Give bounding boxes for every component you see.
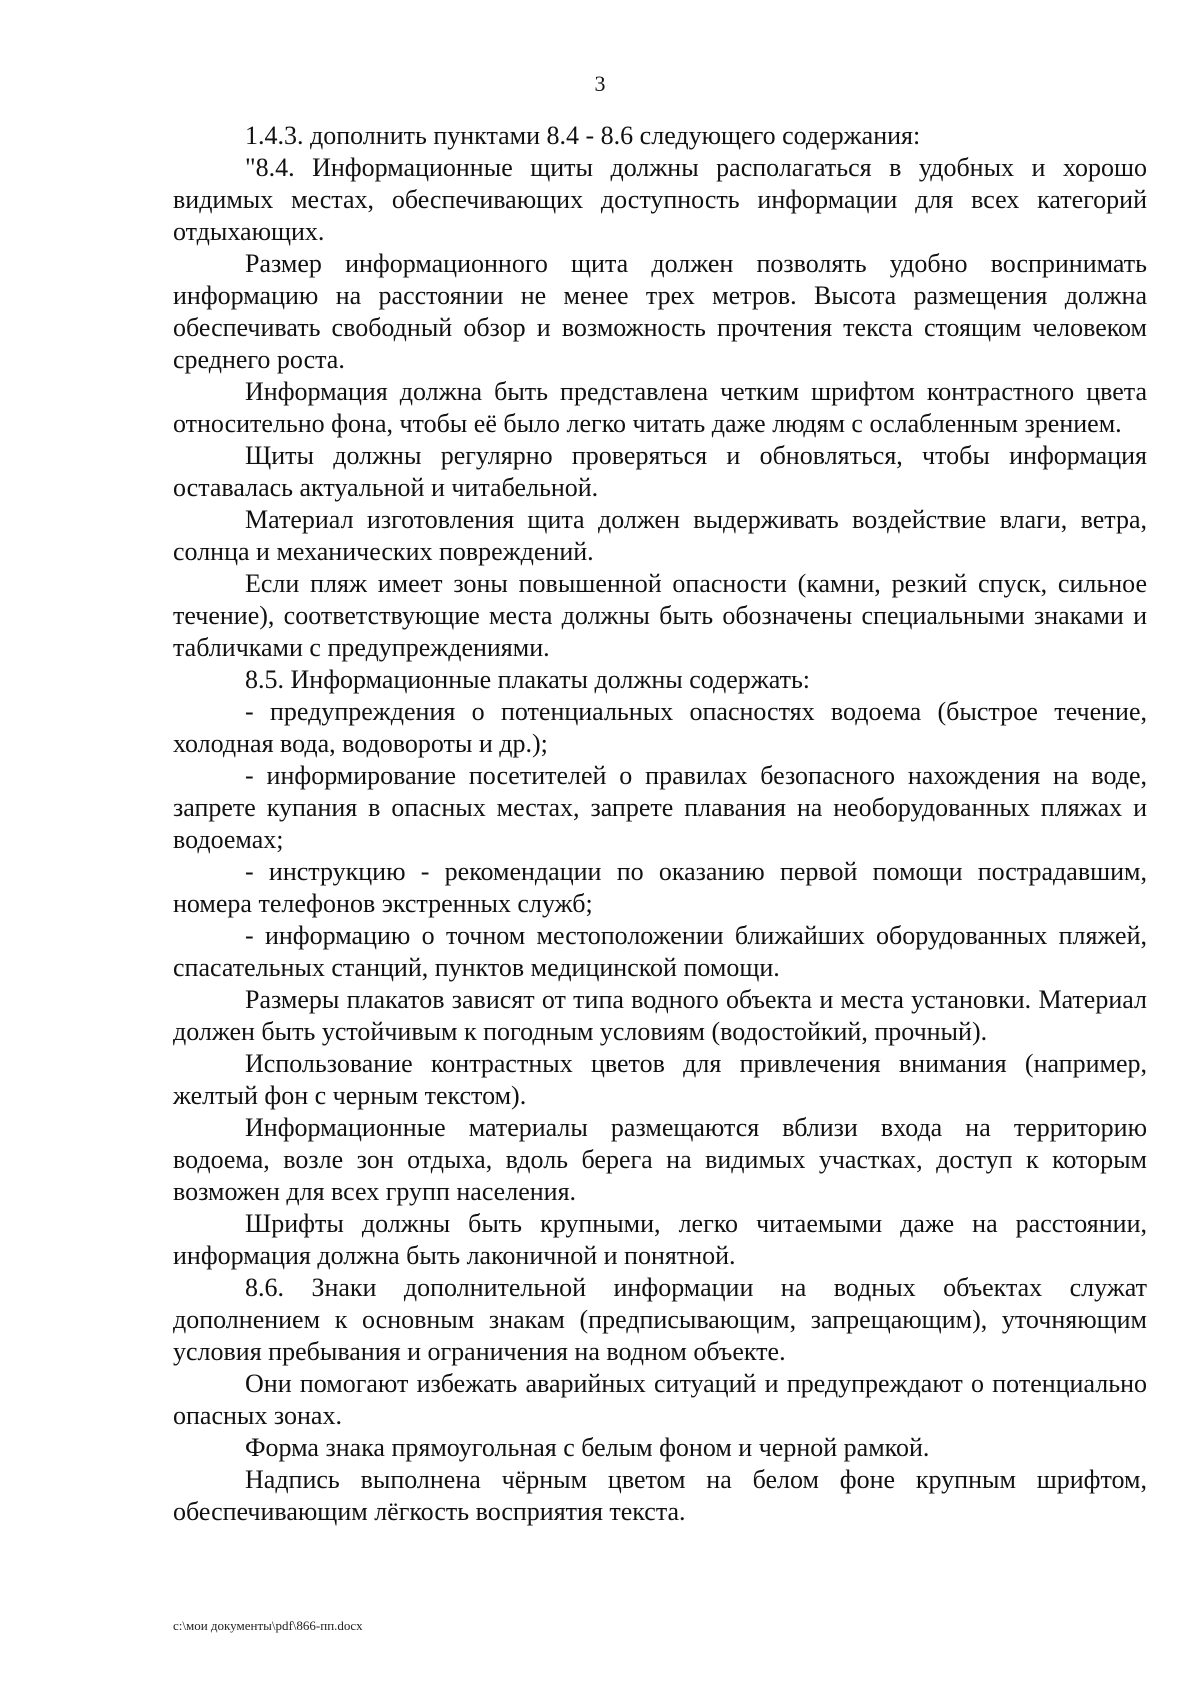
paragraph-8-6-intro: 8.6. Знаки дополнительной информации на водных объектах служат дополнением к основным знакам (предписывающим, запрещающим), уточняющим условия пребывания и ограничения на водном объекте. — [173, 1273, 1147, 1366]
footer-file-path: c:\мои документы\pdf\866-пп.docx — [173, 1618, 363, 1633]
paragraph-avoid-accidents: Они помогают избежать аварийных ситуаций и предупреждают о потенциально опасных зонах. — [173, 1369, 1147, 1430]
paragraph-1-4-3: 1.4.3. дополнить пунктами 8.4 - 8.6 следующего содержания: — [245, 121, 921, 150]
list-item-locations: - информацию о точном местоположении ближайших оборудованных пляжей, спасательных станций, пунктов медицинской помощи. — [173, 921, 1147, 982]
paragraph-8-5-intro: 8.5. Информационные плакаты должны содержать: — [245, 665, 811, 694]
paragraph-contrast-font: Информация должна быть представлена четким шрифтом контрастного цвета относительно фона, чтобы её было легко читать даже людям с ослабленным зрением. — [173, 377, 1147, 438]
list-item-visitor-rules: - информирование посетителей о правилах безопасного нахождения на воде, запрете купания в опасных местах, запрете плавания на необорудованных пляжах и водоемах; — [173, 761, 1147, 854]
paragraph-inscription: Надпись выполнена чёрным цветом на белом фоне крупным шрифтом, обеспечивающим лёгкость восприятия текста. — [173, 1465, 1147, 1526]
paragraph-danger-zones: Если пляж имеет зоны повышенной опасности (камни, резкий спуск, сильное течение), соответствующие места должны быть обозначены специальными знаками и табличками с предупреждениями. — [173, 569, 1147, 662]
list-item-hazards: - предупреждения о потенциальных опасностях водоема (быстрое течение, холодная вода, водовороты и др.); — [173, 697, 1147, 758]
page-number: 3 — [594, 71, 606, 96]
paragraph-placement: Информационные материалы размещаются вблизи входа на территорию водоема, возле зон отдыха, вдоль берега на видимых участках, доступ к которым возможен для всех групп населения. — [173, 1113, 1147, 1206]
paragraph-board-material: Материал изготовления щита должен выдерживать воздействие влаги, ветра, солнца и механических повреждений. — [173, 505, 1147, 566]
paragraph-sign-shape: Форма знака прямоугольная с белым фоном и черной рамкой. — [245, 1433, 930, 1462]
paragraph-contrast-colors: Использование контрастных цветов для привлечения внимания (например, желтый фон с черным текстом). — [173, 1049, 1147, 1110]
paragraph-regular-checks: Щиты должны регулярно проверяться и обновляться, чтобы информация оставалась актуальной и читабельной. — [173, 441, 1147, 502]
paragraph-large-fonts: Шрифты должны быть крупными, легко читаемыми даже на расстоянии, информация должна быть лаконичной и понятной. — [173, 1209, 1147, 1270]
list-item-first-aid: - инструкцию - рекомендации по оказанию первой помощи пострадавшим, номера телефонов экстренных служб; — [173, 857, 1147, 918]
paragraph-board-size: Размер информационного щита должен позволять удобно воспринимать информацию на расстоянии не менее трех метров. Высота размещения должна обеспечивать свободный обзор и возможность прочтения текста стоящим человеком среднего роста. — [173, 249, 1147, 374]
paragraph-poster-sizes: Размеры плакатов зависят от типа водного объекта и места установки. Материал должен быть устойчивым к погодным условиям (водостойкий, прочный). — [173, 985, 1147, 1046]
document-body — [173, 120, 1147, 1528]
paragraph-8-4-intro: "8.4. Информационные щиты должны располагаться в удобных и хорошо видимых местах, обеспечивающих доступность информации для всех категорий отдыхающих. — [173, 153, 1147, 246]
